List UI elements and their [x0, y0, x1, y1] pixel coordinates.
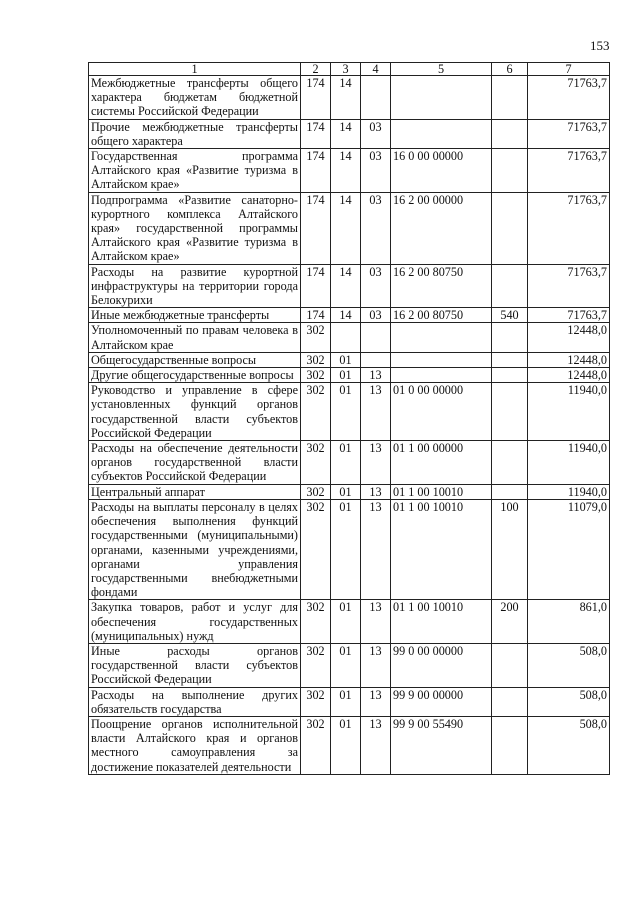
item-name-cell: Подпрограмма «Развитие санаторно-курортного комплекса Алтайского края» государственной программы Алтайского края «Развитие туризма в Алтайском крае» [89, 192, 301, 264]
table-row [89, 149, 610, 193]
item-name-cell: Иные межбюджетные трансферты [89, 308, 301, 323]
expense-type-cell [492, 368, 528, 383]
section-code-cell: 01 [331, 441, 361, 485]
section-code-cell: 01 [331, 383, 361, 441]
amount-cell: 71763,7 [528, 308, 610, 323]
item-name-cell: Расходы на обеспечение деятельности органов государственной власти субъектов Российской Федерации [89, 441, 301, 485]
table-row [89, 119, 610, 148]
admin-code-cell: 302 [301, 383, 331, 441]
section-code-cell: 14 [331, 119, 361, 148]
expense-type-cell [492, 687, 528, 716]
admin-code-cell: 174 [301, 119, 331, 148]
admin-code-cell: 302 [301, 484, 331, 499]
header-col-7: 7 [528, 63, 610, 76]
target-article-cell [391, 76, 492, 120]
expense-type-cell [492, 383, 528, 441]
target-article-cell: 16 2 00 00000 [391, 192, 492, 264]
table-row [89, 643, 610, 687]
target-article-cell [391, 368, 492, 383]
expense-type-cell [492, 643, 528, 687]
table-row [89, 484, 610, 499]
expense-type-cell [492, 441, 528, 485]
expense-type-cell [492, 264, 528, 308]
amount-cell: 71763,7 [528, 192, 610, 264]
header-col-3: 3 [331, 63, 361, 76]
target-article-cell [391, 119, 492, 148]
section-code-cell: 14 [331, 76, 361, 120]
table-row [89, 600, 610, 644]
amount-cell: 12448,0 [528, 352, 610, 367]
expense-type-cell: 540 [492, 308, 528, 323]
admin-code-cell: 302 [301, 499, 331, 599]
amount-cell: 11940,0 [528, 383, 610, 441]
amount-cell: 12448,0 [528, 323, 610, 352]
expense-type-cell [492, 716, 528, 774]
target-article-cell: 16 2 00 80750 [391, 308, 492, 323]
subsection-code-cell [361, 323, 391, 352]
table-row [89, 716, 610, 774]
table-row [89, 76, 610, 120]
expense-type-cell [492, 352, 528, 367]
amount-cell: 11079,0 [528, 499, 610, 599]
target-article-cell: 99 9 00 00000 [391, 687, 492, 716]
subsection-code-cell: 03 [361, 192, 391, 264]
target-article-cell: 01 1 00 10010 [391, 499, 492, 599]
expense-type-cell [492, 323, 528, 352]
subsection-code-cell: 13 [361, 368, 391, 383]
header-col-6: 6 [492, 63, 528, 76]
section-code-cell: 14 [331, 308, 361, 323]
expense-type-cell [492, 484, 528, 499]
subsection-code-cell: 03 [361, 308, 391, 323]
target-article-cell: 16 0 00 00000 [391, 149, 492, 193]
admin-code-cell: 174 [301, 308, 331, 323]
subsection-code-cell: 13 [361, 687, 391, 716]
section-code-cell: 01 [331, 368, 361, 383]
table-row [89, 352, 610, 367]
amount-cell: 11940,0 [528, 484, 610, 499]
subsection-code-cell [361, 352, 391, 367]
item-name-cell: Руководство и управление в сфере установленных функций органов государственной власти субъектов Российской Федерации [89, 383, 301, 441]
amount-cell: 71763,7 [528, 149, 610, 193]
section-code-cell: 01 [331, 716, 361, 774]
admin-code-cell: 302 [301, 716, 331, 774]
section-code-cell: 14 [331, 192, 361, 264]
item-name-cell: Государственная программа Алтайского края «Развитие туризма в Алтайском крае» [89, 149, 301, 193]
subsection-code-cell: 13 [361, 441, 391, 485]
admin-code-cell: 174 [301, 264, 331, 308]
subsection-code-cell [361, 76, 391, 120]
subsection-code-cell: 03 [361, 149, 391, 193]
item-name-cell: Закупка товаров, работ и услуг для обеспечения государственных (муниципальных) нужд [89, 600, 301, 644]
target-article-cell [391, 352, 492, 367]
amount-cell: 508,0 [528, 716, 610, 774]
amount-cell: 71763,7 [528, 76, 610, 120]
table-row [89, 368, 610, 383]
header-col-4: 4 [361, 63, 391, 76]
expense-type-cell [492, 76, 528, 120]
target-article-cell [391, 323, 492, 352]
admin-code-cell: 302 [301, 643, 331, 687]
table-row [89, 264, 610, 308]
table-row [89, 192, 610, 264]
admin-code-cell: 302 [301, 441, 331, 485]
amount-cell: 71763,7 [528, 119, 610, 148]
item-name-cell: Расходы на выполнение других обязательств государства [89, 687, 301, 716]
item-name-cell: Общегосударственные вопросы [89, 352, 301, 367]
section-code-cell: 01 [331, 687, 361, 716]
section-code-cell: 01 [331, 643, 361, 687]
admin-code-cell: 302 [301, 687, 331, 716]
item-name-cell: Межбюджетные трансферты общего характера бюджетам бюджетной системы Российской Федерации [89, 76, 301, 120]
target-article-cell: 16 2 00 80750 [391, 264, 492, 308]
section-code-cell: 14 [331, 149, 361, 193]
table-row [89, 323, 610, 352]
header-col-2: 2 [301, 63, 331, 76]
target-article-cell: 99 0 00 00000 [391, 643, 492, 687]
budget-table [88, 62, 610, 775]
target-article-cell: 01 1 00 10010 [391, 484, 492, 499]
table-row [89, 687, 610, 716]
target-article-cell: 01 0 00 00000 [391, 383, 492, 441]
item-name-cell: Поощрение органов исполнительной власти Алтайского края и органов местного самоуправления за достижение показателей деятельности [89, 716, 301, 774]
admin-code-cell: 302 [301, 368, 331, 383]
subsection-code-cell: 13 [361, 499, 391, 599]
subsection-code-cell: 13 [361, 383, 391, 441]
amount-cell: 508,0 [528, 687, 610, 716]
item-name-cell: Прочие межбюджетные трансферты общего характера [89, 119, 301, 148]
amount-cell: 12448,0 [528, 368, 610, 383]
expense-type-cell [492, 119, 528, 148]
expense-type-cell [492, 192, 528, 264]
section-code-cell: 01 [331, 499, 361, 599]
admin-code-cell: 302 [301, 323, 331, 352]
amount-cell: 71763,7 [528, 264, 610, 308]
subsection-code-cell: 13 [361, 484, 391, 499]
header-col-1: 1 [89, 63, 301, 76]
item-name-cell: Расходы на развитие курортной инфраструктуры на территории города Белокурихи [89, 264, 301, 308]
subsection-code-cell: 13 [361, 716, 391, 774]
amount-cell: 11940,0 [528, 441, 610, 485]
amount-cell: 508,0 [528, 643, 610, 687]
section-code-cell: 14 [331, 264, 361, 308]
target-article-cell: 01 1 00 00000 [391, 441, 492, 485]
admin-code-cell: 302 [301, 600, 331, 644]
page-number: 153 [590, 38, 610, 53]
table-row [89, 499, 610, 599]
section-code-cell: 01 [331, 352, 361, 367]
expense-type-cell: 200 [492, 600, 528, 644]
subsection-code-cell: 03 [361, 264, 391, 308]
admin-code-cell: 302 [301, 352, 331, 367]
subsection-code-cell: 13 [361, 600, 391, 644]
target-article-cell: 01 1 00 10010 [391, 600, 492, 644]
subsection-code-cell: 03 [361, 119, 391, 148]
target-article-cell: 99 9 00 55490 [391, 716, 492, 774]
section-code-cell: 01 [331, 484, 361, 499]
expense-type-cell: 100 [492, 499, 528, 599]
table-body [89, 76, 610, 775]
item-name-cell: Центральный аппарат [89, 484, 301, 499]
item-name-cell: Другие общегосударственные вопросы [89, 368, 301, 383]
expense-type-cell [492, 149, 528, 193]
subsection-code-cell: 13 [361, 643, 391, 687]
item-name-cell: Иные расходы органов государственной власти субъектов Российской Федерации [89, 643, 301, 687]
table-row [89, 441, 610, 485]
table-row [89, 308, 610, 323]
section-code-cell: 01 [331, 600, 361, 644]
admin-code-cell: 174 [301, 192, 331, 264]
admin-code-cell: 174 [301, 76, 331, 120]
header-col-5: 5 [391, 63, 492, 76]
item-name-cell: Уполномоченный по правам человека в Алтайском крае [89, 323, 301, 352]
admin-code-cell: 174 [301, 149, 331, 193]
table-header-row [89, 63, 610, 76]
item-name-cell: Расходы на выплаты персоналу в целях обеспечения выполнения функций государственными (муниципальными) органами, казенными учреждениями, органами управления государственными внебюджетными фондами [89, 499, 301, 599]
amount-cell: 861,0 [528, 600, 610, 644]
section-code-cell [331, 323, 361, 352]
table-row [89, 383, 610, 441]
